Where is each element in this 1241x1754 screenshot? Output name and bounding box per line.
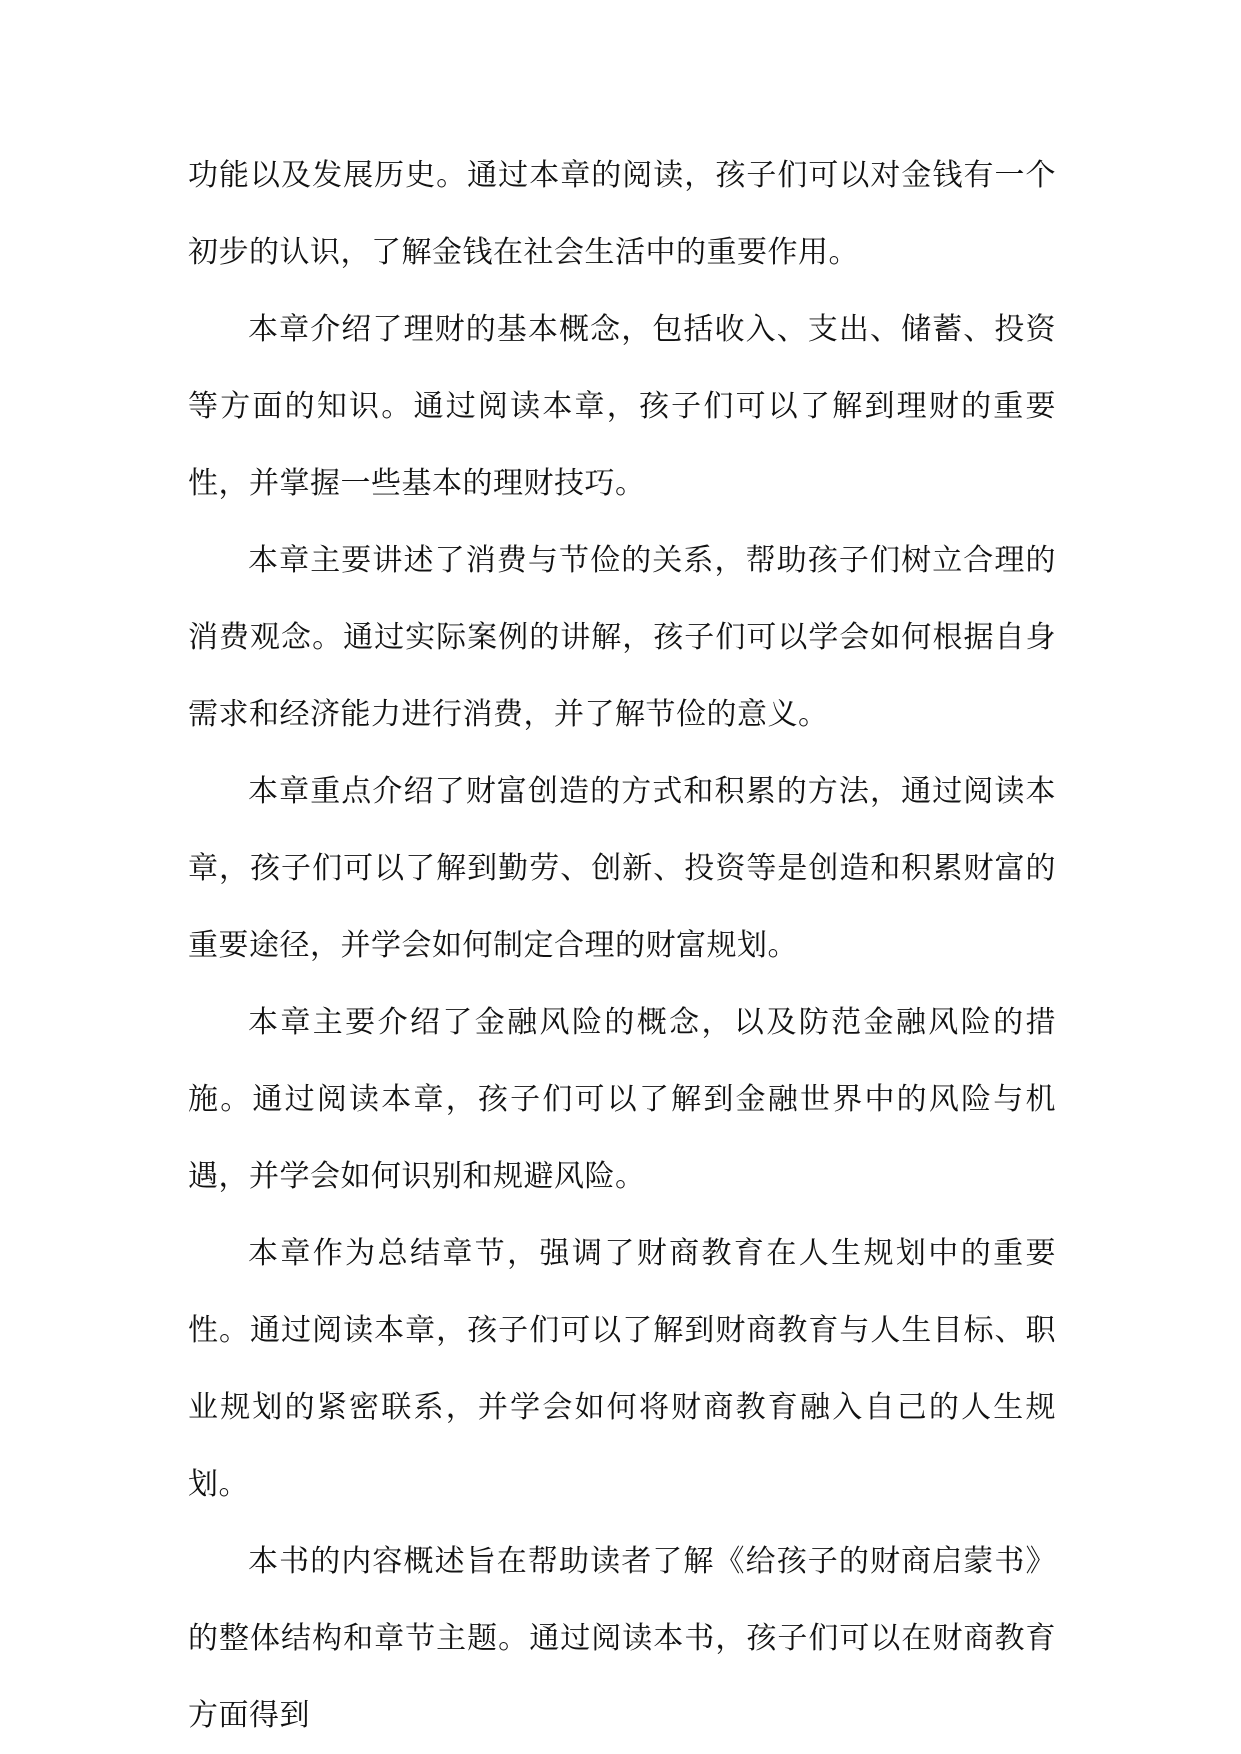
paragraph: 本章介绍了理财的基本概念，包括收入、支出、储蓄、投资等方面的知识。通过阅读本章，孩子们可以了解到理财的重要性，并掌握一些基本的理财技巧。: [188, 312, 1056, 501]
paragraph: 本章主要介绍了金融风险的概念，以及防范金融风险的措施。通过阅读本章，孩子们可以了解到金融世界中的风险与机遇，并学会如何识别和规避风险。: [188, 1005, 1056, 1194]
body-text: [188, 137, 1056, 1754]
paragraph: 本章重点介绍了财富创造的方式和积累的方法，通过阅读本章，孩子们可以了解到勤劳、创新、投资等是创造和积累财富的重要途径，并学会如何制定合理的财富规划。: [188, 774, 1056, 963]
paragraph: 本章作为总结章节，强调了财商教育在人生规划中的重要性。通过阅读本章，孩子们可以了解到财商教育与人生目标、职业规划的紧密联系，并学会如何将财商教育融入自己的人生规划。: [188, 1236, 1056, 1502]
paragraph-continued: 功能以及发展历史。通过本章的阅读，孩子们可以对金钱有一个初步的认识，了解金钱在社会生活中的重要作用。: [188, 158, 1056, 270]
paragraph: 本书的内容概述旨在帮助读者了解《给孩子的财商启蒙书》的整体结构和章节主题。通过阅读本书，孩子们可以在财商教育方面得到: [188, 1544, 1056, 1733]
paragraph: 本章主要讲述了消费与节俭的关系，帮助孩子们树立合理的消费观念。通过实际案例的讲解，孩子们可以学会如何根据自身需求和经济能力进行消费，并了解节俭的意义。: [188, 543, 1056, 732]
